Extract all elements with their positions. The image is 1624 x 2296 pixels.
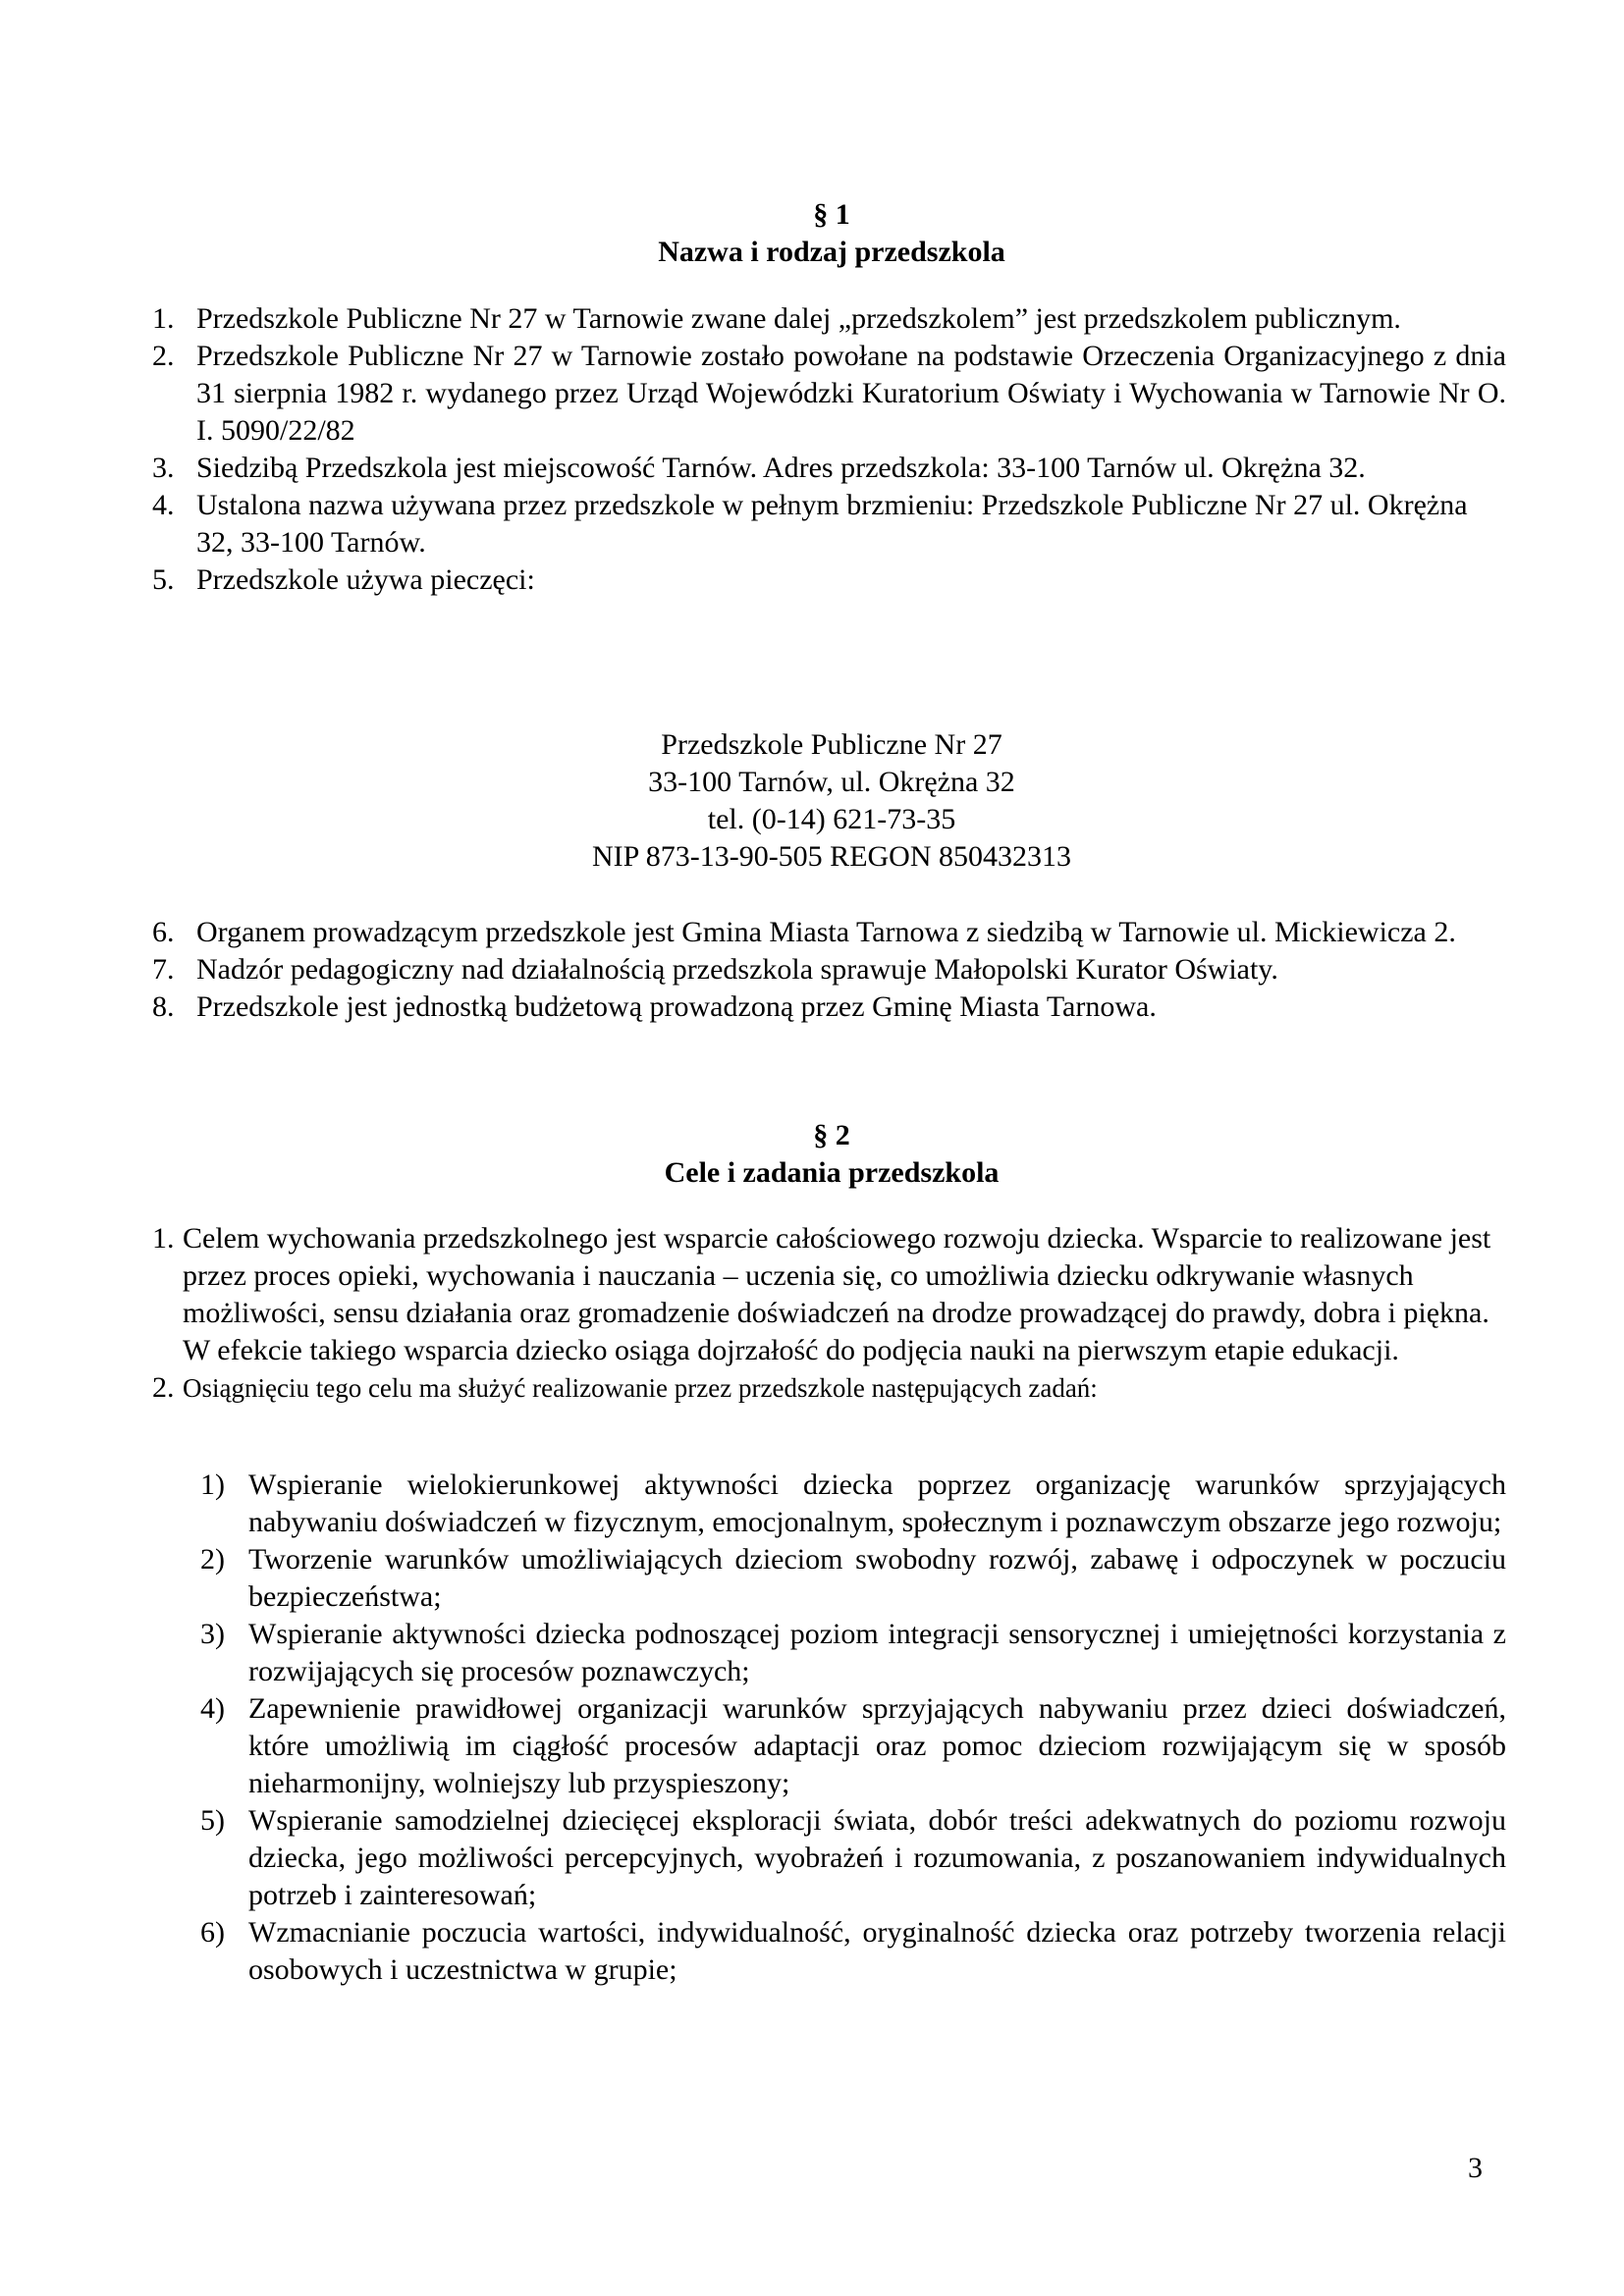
section-1-list-a <box>0 300 1506 599</box>
list-item-number: 2. <box>152 1371 175 1404</box>
list-item <box>0 338 1506 450</box>
section-1-title: Nazwa i rodzaj przedszkola <box>658 236 1005 268</box>
section-2-number: § 2 <box>813 1119 850 1151</box>
list-item-number: 3. <box>152 452 175 484</box>
list-item-text: Wspieranie aktywności dziecka podnoszącej poziom integracji sensorycznej i umiejętności korzystania z rozwijających się procesów poznawczych; <box>248 1618 1506 1687</box>
section-2-title: Cele i zadania przedszkola <box>664 1156 1000 1189</box>
list-item-number: 2. <box>152 340 175 372</box>
list-item-text: Przedszkole Publiczne Nr 27 w Tarnowie zwane dalej „przedszkolem” jest przedszkolem publicznym. <box>196 302 1401 335</box>
list-item-text: Ustalona nazwa używana przez przedszkole w pełnym brzmieniu: Przedszkole Publiczne Nr 27 ul. Okrężna 32, 33-100 Tarnów. <box>196 489 1468 559</box>
list-item-text: Zapewnienie prawidłowej organizacji warunków sprzyjających nabywaniu przez dzieci doświadczeń, które umożliwią im ciągłość procesów adaptacji oraz pomoc dzieciom rozwijającym się w sposób nieharmonijny, wolniejszy lub przyspieszony; <box>248 1692 1506 1799</box>
list-item-text: Nadzór pedagogiczny nad działalnością przedszkola sprawuje Małopolski Kurator Oświaty. <box>196 953 1278 986</box>
list-item-number: 5) <box>200 1804 225 1837</box>
section-1-number: § 1 <box>813 198 850 231</box>
page-number: 3 <box>1468 2152 1483 2184</box>
list-item-number: 4) <box>200 1692 225 1725</box>
list-item <box>0 988 1506 1026</box>
list-item-number: 4. <box>152 489 175 521</box>
list-item <box>0 1616 1506 1690</box>
list-item-number: 8. <box>152 990 175 1023</box>
list-item <box>0 300 1506 338</box>
list-item <box>0 1914 1506 1989</box>
stamp-line: NIP 873-13-90-505 REGON 850432313 <box>591 840 1072 873</box>
list-item-text: Osiągnięciu tego celu ma służyć realizowanie przez przedszkole następujących zadań: <box>183 1373 1098 1403</box>
list-item <box>0 561 1506 599</box>
list-item <box>0 951 1506 988</box>
list-item-number: 1. <box>152 302 175 335</box>
list-item <box>0 487 1506 561</box>
list-item <box>0 1220 1506 1369</box>
list-item-text: Organem prowadzącym przedszkole jest Gmina Miasta Tarnowa z siedzibą w Tarnowie ul. Mickiewicza 2. <box>196 916 1456 948</box>
list-item <box>0 914 1506 951</box>
list-item <box>0 1369 1506 1407</box>
stamp-text-block <box>295 726 1369 876</box>
list-item <box>0 450 1506 487</box>
list-item-text: Siedzibą Przedszkola jest miejscowość Tarnów. Adres przedszkola: 33-100 Tarnów ul. Okrężna 32. <box>196 452 1366 484</box>
list-item-text: Przedszkole jest jednostką budżetową prowadzoną przez Gminę Miasta Tarnowa. <box>196 990 1157 1023</box>
section-2-tasks-list <box>0 1467 1506 1989</box>
list-item-text: Przedszkole Publiczne Nr 27 w Tarnowie zostało powołane na podstawie Orzeczenia Organizacyjnego z dnia 31 sierpnia 1982 r. wydanego przez Urząd Wojewódzki Kuratorium Oświaty i Wychowania w Tarnowie Nr O. I. 5090/22/82 <box>196 340 1506 447</box>
stamp-line: Przedszkole Publiczne Nr 27 <box>661 728 1002 761</box>
list-item-text: Przedszkole używa pieczęci: <box>196 563 535 596</box>
section-2-list <box>0 1220 1506 1407</box>
list-item-text: Wspieranie samodzielnej dziecięcej eksploracji świata, dobór treści adekwatnych do poziomu rozwoju dziecka, jego możliwości percepcyjnych, wyobrażeń i rozumowania, z poszanowaniem indywidualnych potrzeb i zainteresowań; <box>248 1804 1506 1911</box>
list-item-number: 7. <box>152 953 175 986</box>
list-item <box>0 1690 1506 1802</box>
list-item-number: 1. <box>152 1222 175 1255</box>
list-item-text: Wzmacnianie poczucia wartości, indywidualność, oryginalność dziecka oraz potrzeby tworzenia relacji osobowych i uczestnictwa w grupie; <box>248 1916 1506 1986</box>
list-item-number: 1) <box>200 1468 225 1501</box>
list-item-text: Wspieranie wielokierunkowej aktywności dziecka poprzez organizację warunków sprzyjających nabywaniu doświadczeń w fizycznym, emocjonalnym, społecznym i poznawczym obszarze jego rozwoju; <box>248 1468 1506 1538</box>
list-item-number: 3) <box>200 1618 225 1650</box>
list-item-number: 6) <box>200 1916 225 1949</box>
list-item <box>0 1802 1506 1914</box>
list-item <box>0 1541 1506 1616</box>
list-item-text: Tworzenie warunków umożliwiających dzieciom swobodny rozwój, zabawę i odpoczynek w poczuciu bezpieczeństwa; <box>248 1543 1506 1613</box>
section-1-list-b <box>0 914 1506 1026</box>
list-item <box>0 1467 1506 1541</box>
list-item-number: 5. <box>152 563 175 596</box>
stamp-line: tel. (0-14) 621-73-35 <box>707 803 956 835</box>
list-item-number: 6. <box>152 916 175 948</box>
list-item-number: 2) <box>200 1543 225 1575</box>
stamp-line: 33-100 Tarnów, ul. Okrężna 32 <box>648 766 1015 798</box>
list-item-text: Celem wychowania przedszkolnego jest wsparcie całościowego rozwoju dziecka. Wsparcie to realizowane jest przez proces opieki, wychowania i nauczania – uczenia się, co umożliwia dziecku odkrywanie własnych możliwości, sensu działania oraz gromadzenie doświadczeń na drodze prowadzącej do prawdy, dobra i piękna. W efekcie takiego wsparcia dziecko osiąga dojrzałość do podjęcia nauki na pierwszym etapie edukacji. <box>183 1222 1491 1366</box>
